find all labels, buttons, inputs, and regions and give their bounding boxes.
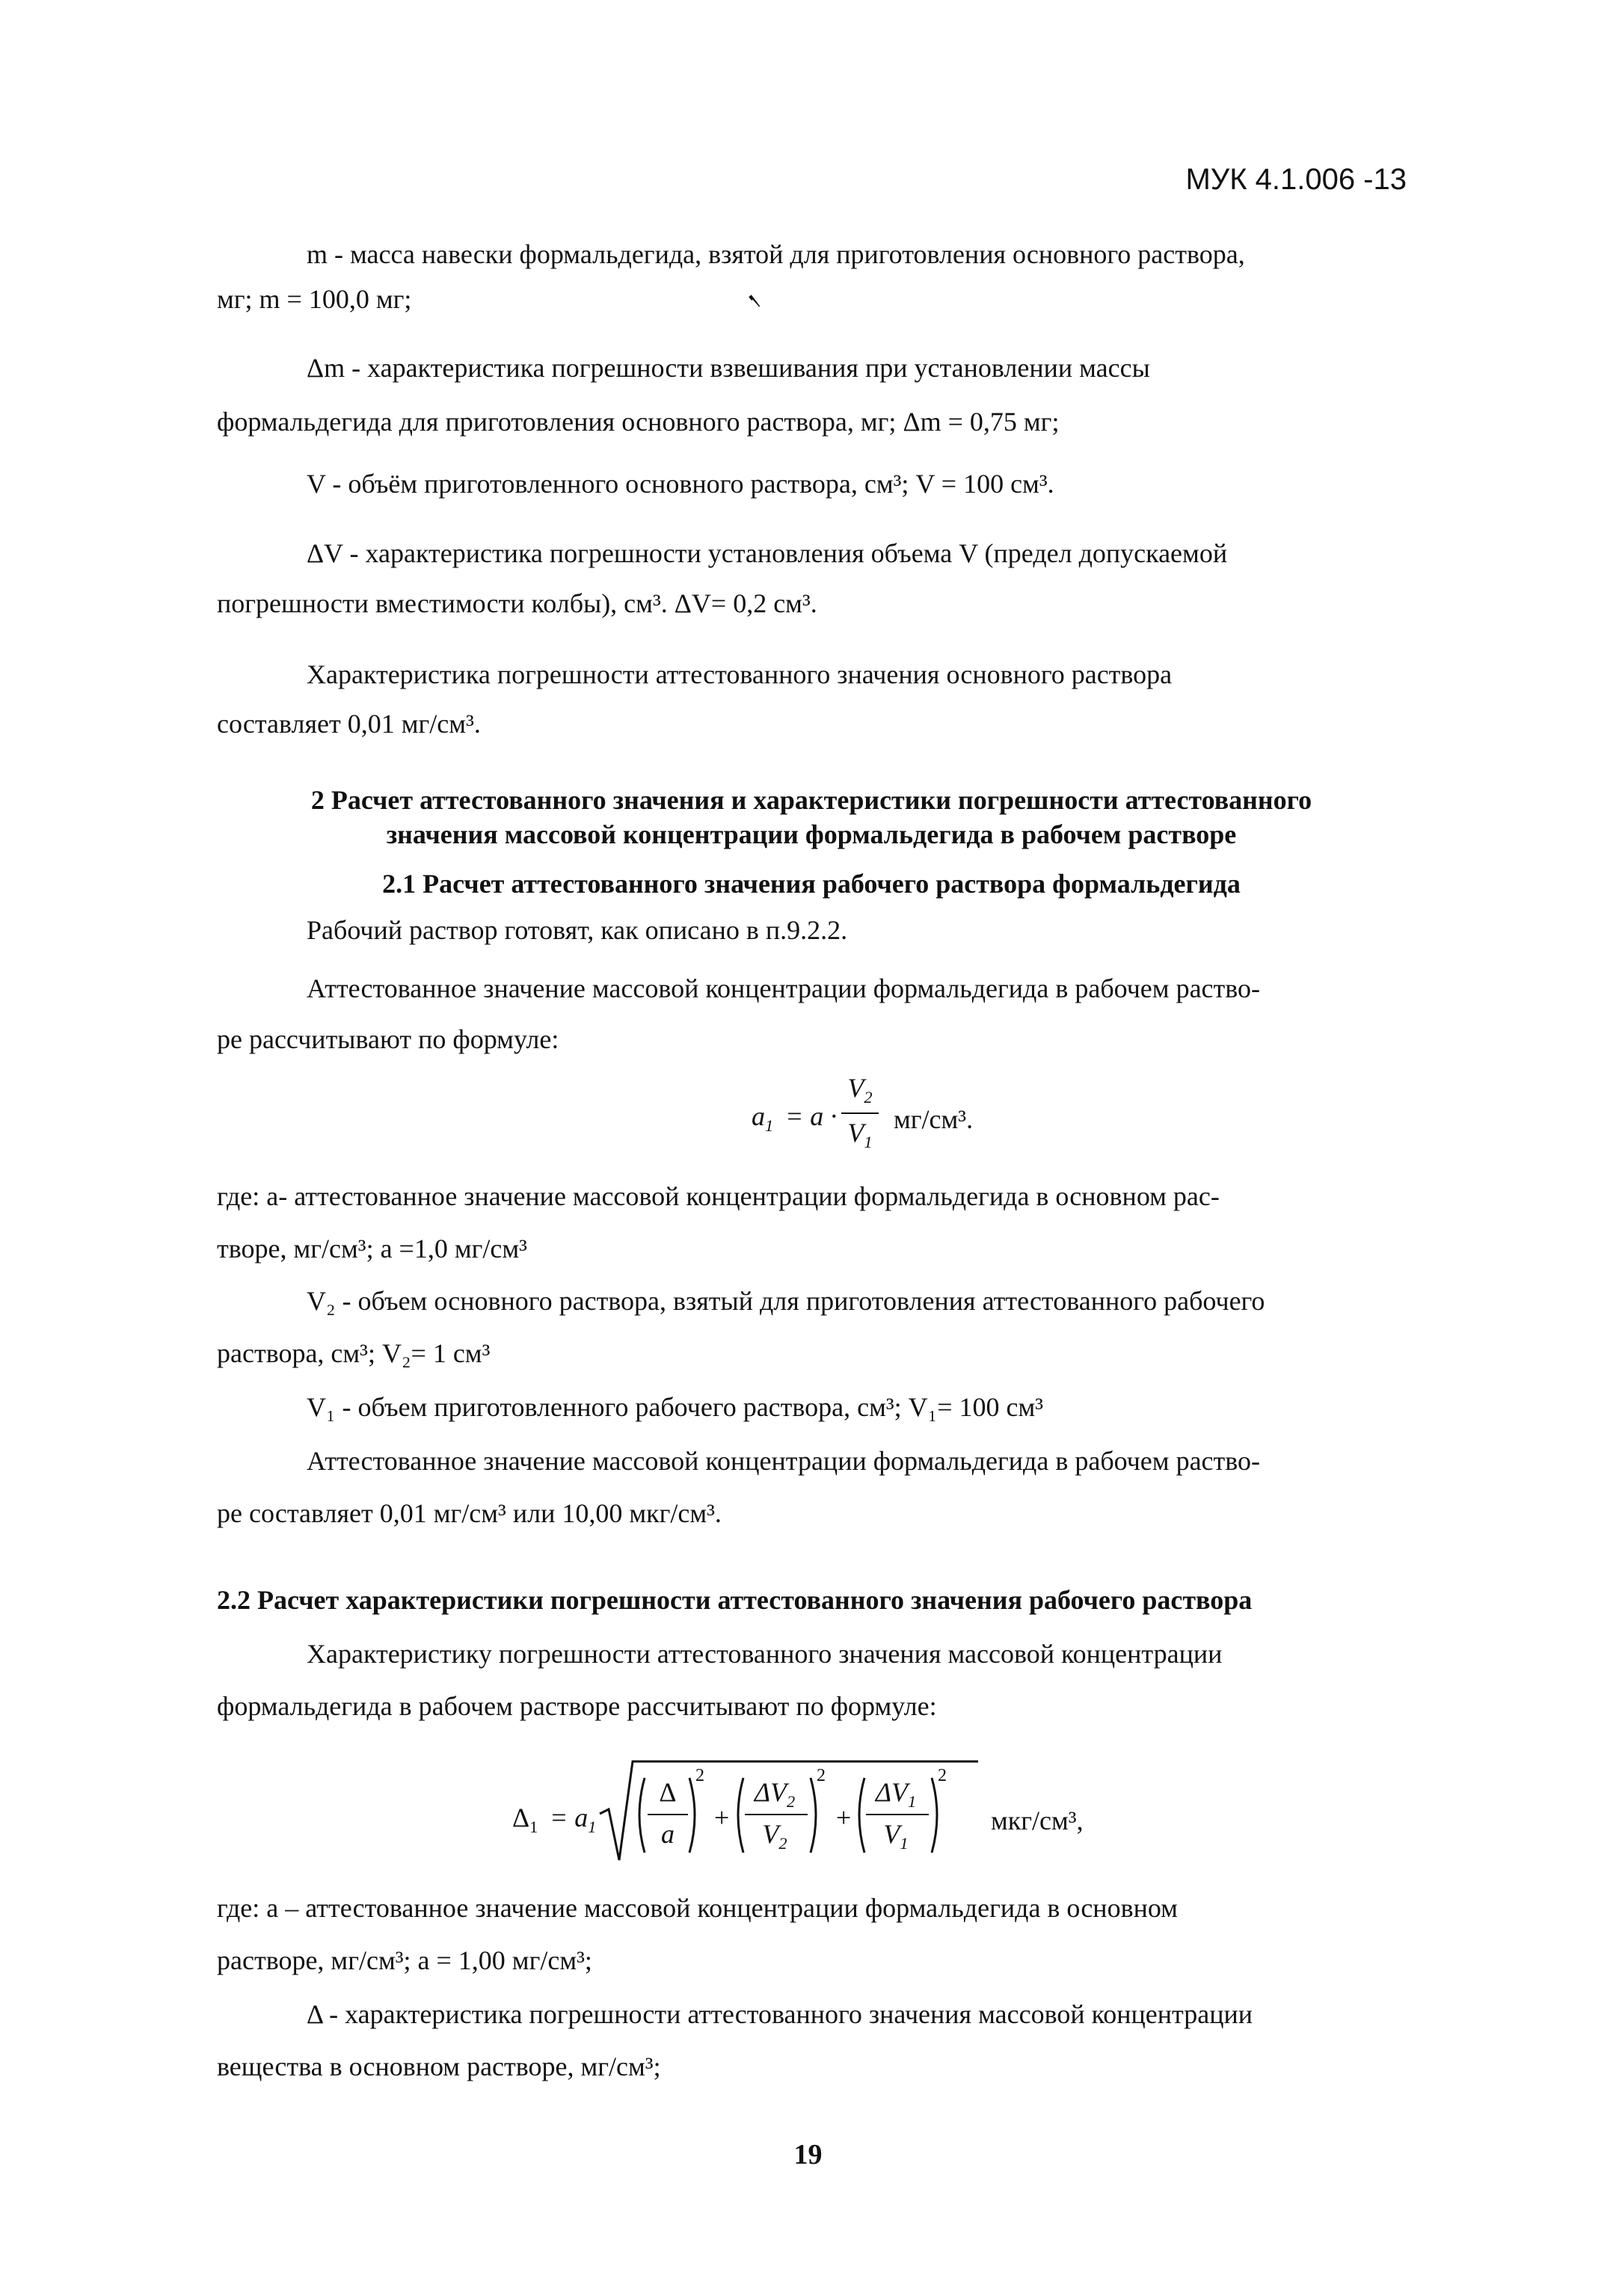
formula-1-num-sub: 2 [864, 1088, 873, 1107]
def-dv-line-1: ΔV - характеристика погрешности установления объема V (предел допускаемой [307, 538, 1228, 568]
formula-2-eq: = a [550, 1803, 589, 1832]
def-dv-line-2: погрешности вместимости колбы), см³. ΔV= 0,2 см³. [217, 588, 817, 618]
formula-2-t1-exp: 2 [695, 1766, 704, 1785]
formula-2-t2-den: V [762, 1819, 779, 1849]
section-2-2-para-line-2: формальдегида в рабочем растворе рассчитывают по формуле: [217, 1691, 937, 1721]
def3-a-line-1: где: а – аттестованное значение массовой концентрации формальдегида в основном [217, 1893, 1178, 1923]
char-line-2: составляет 0,01 мг/см³. [217, 709, 481, 739]
def-dm-line-1: Δm - характеристика погрешности взвешивания при установлении массы [307, 353, 1150, 383]
formula-2-unit: мкг/см³, [991, 1806, 1084, 1835]
def2-v2-line-1: V₂ - объем основного раствора, взятый для приготовления аттестованного рабочего [307, 1286, 1265, 1316]
formula-2-lhs: Δ [512, 1803, 530, 1832]
formula-1-fraction-line [841, 1112, 879, 1114]
formula-2-t3-line [866, 1814, 929, 1815]
formula-2-t2-exp: 2 [817, 1766, 826, 1785]
def-v-line-1: V - объём приготовленного основного раствора, см³; V = 100 см³. [307, 469, 1054, 499]
def2-a-line-2: творе, мг/см³; а =1,0 мг/см³ [217, 1234, 527, 1264]
formula-1-lhs: a [752, 1101, 765, 1131]
formula-2-t2-num-sub: 2 [786, 1792, 796, 1812]
formula-1-den: V [847, 1118, 864, 1148]
formula-2-t3-exp: 2 [938, 1766, 947, 1785]
section-2-heading-line-2: значения массовой концентрации формальдегида в рабочем растворе [386, 819, 1237, 849]
formula-2-t3-num: ΔV [875, 1777, 908, 1807]
formula-2-t2-den-sub: 2 [778, 1834, 787, 1853]
stray-mark: ܢ [748, 281, 761, 306]
section-2-2-heading: 2.2 Расчет характеристики погрешности аттестованного значения рабочего раствора [217, 1585, 1253, 1615]
formula-2-plus-1: + [714, 1803, 730, 1832]
formula-2-t1-line [648, 1814, 688, 1815]
section-2-1-heading: 2.1 Расчет аттестованного значения рабочего раствора формальдегида [382, 869, 1241, 899]
result-line-2: ре составляет 0,01 мг/см³ или 10,00 мкг/см³. [217, 1498, 722, 1528]
section-2-2-para-line-1: Характеристику погрешности аттестованного значения массовой концентрации [307, 1639, 1223, 1669]
formula-2-t3-den-sub: 1 [900, 1834, 909, 1853]
formula-2-sqrt [598, 1755, 980, 1868]
def-m-line-1: m - масса навески формальдегида, взятой для приготовления основного раствора, [307, 239, 1245, 269]
formula-1-den-sub: 1 [864, 1133, 873, 1152]
document-code-header: МУК 4.1.006 -13 [1185, 163, 1407, 196]
certified-value-line-1: Аттестованное значение массовой концентрации формальдегида в рабочем раство- [307, 973, 1260, 1003]
def3-a-line-2: растворе, мг/см³; а = 1,00 мг/см³; [217, 1945, 592, 1975]
def3-delta-line-2: вещества в основном растворе, мг/см³; [217, 2052, 661, 2081]
work-solution-paragraph: Рабочий раствор готовят, как описано в п.9.2.2. [307, 915, 848, 945]
formula-2-eq-sub: 1 [588, 1818, 597, 1837]
def3-delta-line-1: Δ - характеристика погрешности аттестованного значения массовой концентрации [307, 1999, 1253, 2029]
formula-2-plus-2: + [836, 1803, 852, 1832]
formula-1-unit: мг/см³. [894, 1104, 974, 1134]
section-2-heading-line-1: 2 Расчет аттестованного значения и характеристики погрешности аттестованного [310, 785, 1312, 815]
page-number: 19 [793, 2139, 823, 2170]
formula-2-t1-den: a [661, 1819, 675, 1849]
formula-2-t2-line [745, 1814, 808, 1815]
certified-value-line-2: ре рассчитывают по формуле: [217, 1024, 559, 1054]
def2-v2-line-2: раствора, см³; V₂= 1 см³ [217, 1338, 491, 1368]
formula-2-t1-num: Δ [659, 1777, 677, 1807]
formula-1-eq: = a · [785, 1101, 838, 1131]
result-line-1: Аттестованное значение массовой концентрации формальдегида в рабочем раство- [307, 1446, 1260, 1476]
def2-a-line-1: где: а- аттестованное значение массовой концентрации формальдегида в основном рас- [217, 1181, 1220, 1211]
def-dm-line-2: формальдегида для приготовления основного раствора, мг; Δm = 0,75 мг; [217, 407, 1060, 437]
formula-1-lhs-sub: 1 [765, 1116, 774, 1136]
def2-v1-line-1: V₁ - объем приготовленного рабочего раствора, см³; V₁= 100 см³ [307, 1392, 1044, 1422]
formula-2-t2-num: ΔV [754, 1777, 787, 1807]
formula-1-num: V [847, 1073, 864, 1103]
def-m-line-2: мг; m = 100,0 мг; [217, 284, 412, 314]
formula-2-lhs-sub: 1 [529, 1818, 538, 1837]
formula-2-t3-den: V [883, 1819, 900, 1849]
formula-2-t3-num-sub: 1 [907, 1792, 917, 1812]
char-line-1: Характеристика погрешности аттестованного значения основного раствора [307, 659, 1173, 689]
